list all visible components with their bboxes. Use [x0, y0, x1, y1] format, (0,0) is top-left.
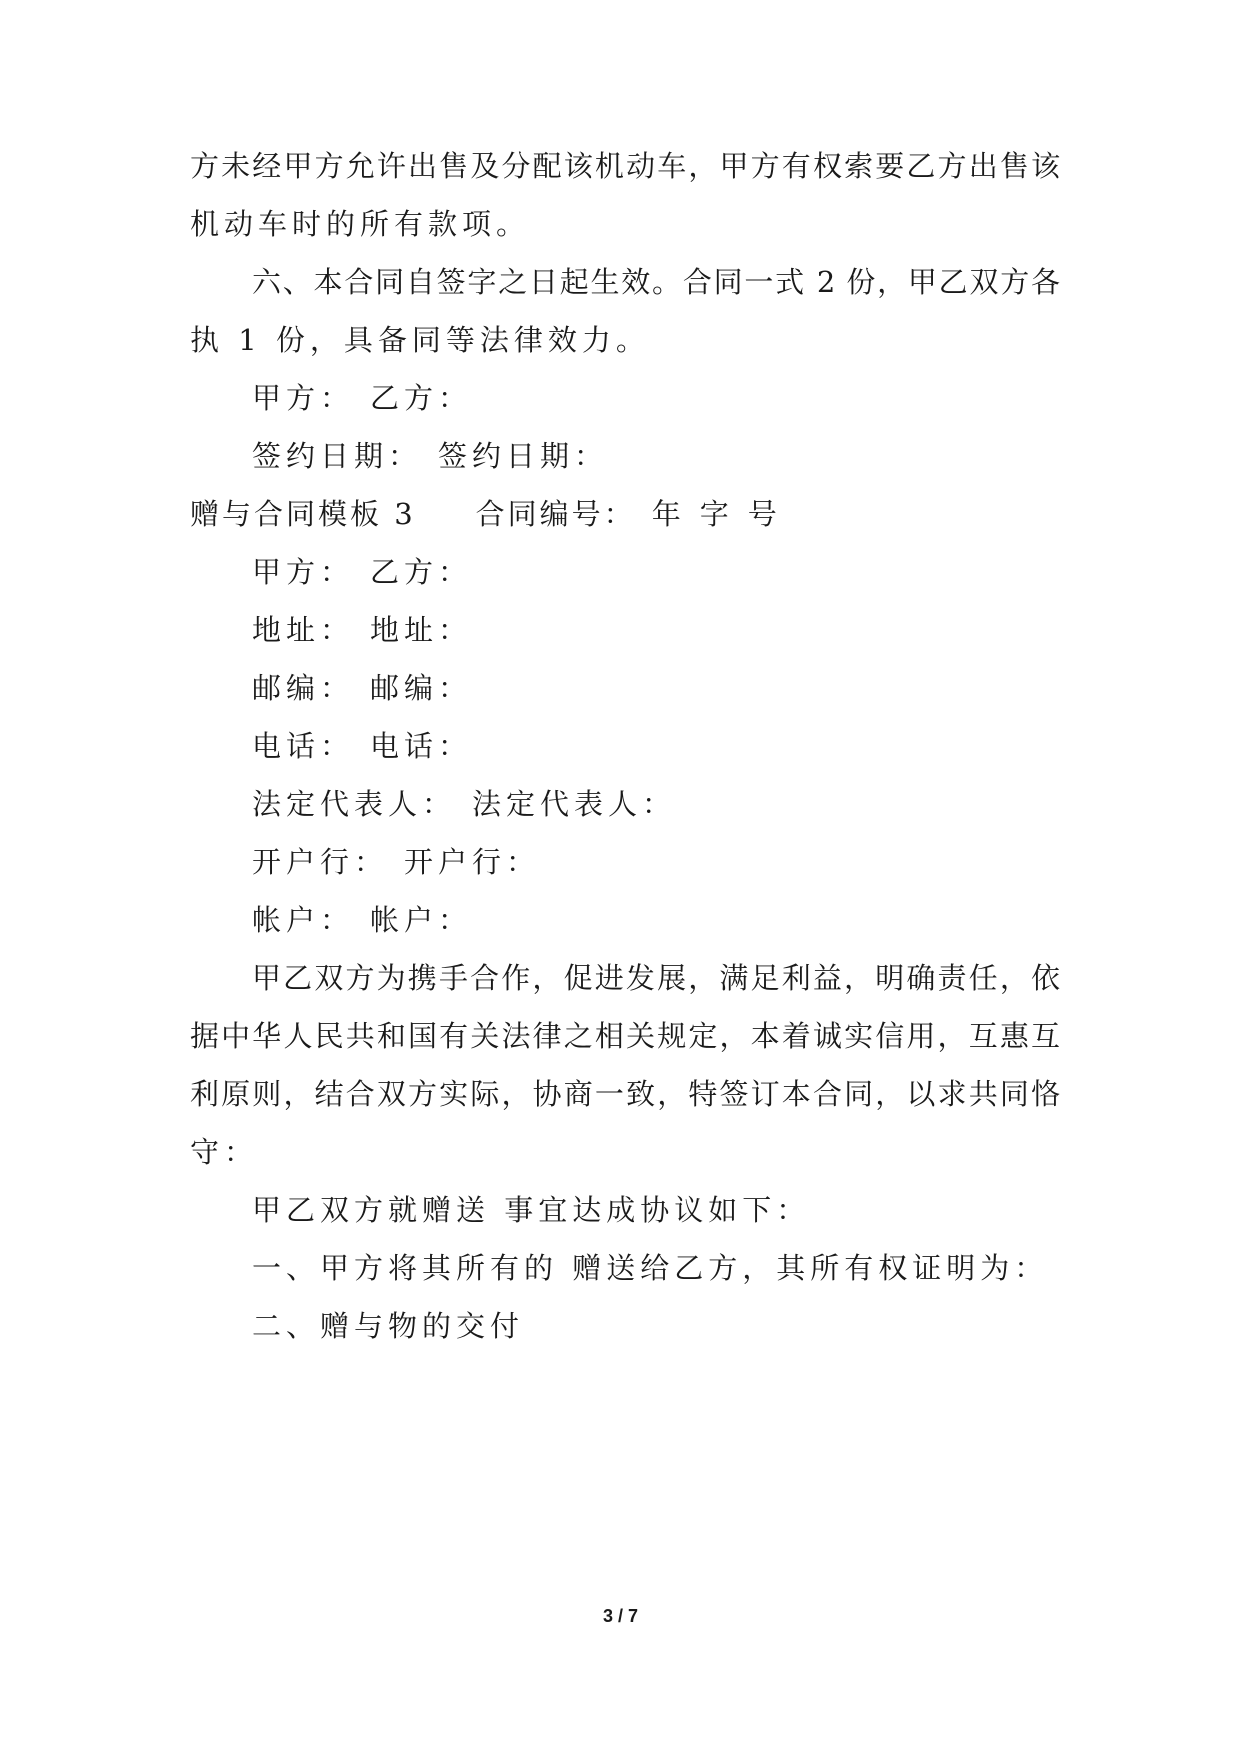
- body-text-line: 据中华人民共和国有关法律之相关规定，本着诚实信用，互惠互: [190, 1019, 1060, 1053]
- body-text-line: 一、甲方将其所有的 赠送给乙方，其所有权证明为：: [252, 1251, 1049, 1285]
- body-text-line: 甲乙双方就赠送 事宜达成协议如下：: [252, 1193, 811, 1227]
- page-number: 3 / 7: [602, 1606, 639, 1626]
- body-text-line: 六、本合同自签字之日起生效。合同一式 2 份，甲乙双方各: [252, 265, 1060, 299]
- address-a-label: 地址：: [252, 613, 355, 647]
- party-b-field-label: 乙方：: [370, 555, 473, 589]
- phone-a-label: 电话：: [252, 729, 355, 763]
- phone-b-label: 电话：: [370, 729, 473, 763]
- account-a-label: 帐户：: [252, 903, 355, 937]
- contract-char: 字: [699, 497, 732, 531]
- body-text-line: 二、赠与物的交付: [252, 1309, 525, 1343]
- contract-no: 号: [747, 497, 780, 531]
- bank-b-label: 开户行：: [404, 845, 541, 879]
- zipcode-line: [252, 670, 1060, 706]
- contract-title: 赠与合同模板 3: [190, 497, 416, 531]
- date-b-label: 签约日期：: [438, 439, 609, 473]
- party-a-label: 甲方：: [252, 381, 355, 415]
- body-text-line: 机动车时的所有款项。: [190, 207, 531, 241]
- date-a-label: 签约日期：: [252, 439, 423, 473]
- zip-b-label: 邮编：: [370, 671, 473, 705]
- address-line: [252, 612, 1060, 648]
- zip-a-label: 邮编：: [252, 671, 355, 705]
- account-line: [252, 902, 1060, 938]
- contract-number-label: 合同编号：: [475, 497, 636, 531]
- party-line: [252, 554, 1060, 590]
- bank-line: [252, 844, 1060, 880]
- account-b-label: 帐户：: [370, 903, 473, 937]
- body-text-line: 利原则，结合双方实际，协商一致，特签订本合同，以求共同恪: [190, 1077, 1060, 1111]
- phone-line: [252, 728, 1060, 764]
- bank-a-label: 开户行：: [252, 845, 389, 879]
- signature-date-line: [252, 438, 1060, 474]
- contract-year: 年: [651, 497, 684, 531]
- rep-b-label: 法定代表人：: [472, 787, 677, 821]
- party-a-field-label: 甲方：: [252, 555, 355, 589]
- address-b-label: 地址：: [370, 613, 473, 647]
- body-text-line: 守：: [190, 1135, 259, 1169]
- signature-party-line: [252, 380, 1060, 416]
- party-b-label: 乙方：: [370, 381, 473, 415]
- body-text-line: 甲乙双方为携手合作，促进发展，满足利益，明确责任，依: [252, 961, 1060, 995]
- legal-representative-line: [252, 786, 1060, 822]
- body-text-line: 执 1 份，具备同等法律效力。: [190, 323, 650, 357]
- contract-heading: [190, 496, 1060, 532]
- body-text-line: 方未经甲方允许出售及分配该机动车，甲方有权索要乙方出售该: [190, 149, 1060, 183]
- rep-a-label: 法定代表人：: [252, 787, 457, 821]
